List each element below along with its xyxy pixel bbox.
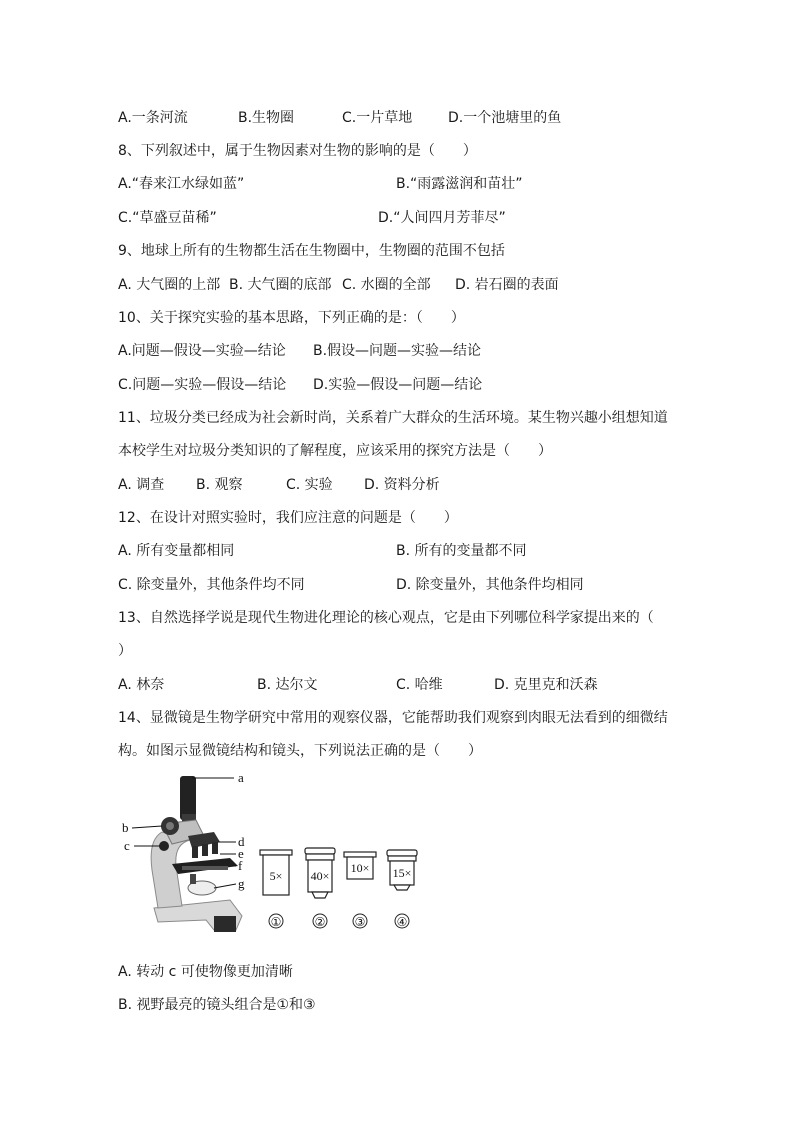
q14-stem-line2: 构。如图示显微镜结构和镜头，下列说法正确的是（ ） xyxy=(118,743,482,759)
q13-option-b: B. 达尔文 xyxy=(257,677,318,693)
q11-option-a: A. 调查 xyxy=(118,477,165,493)
label-a: a xyxy=(238,770,244,785)
q9-option-d: D. 岩石圈的表面 xyxy=(455,277,559,293)
q8-option-d: D.“人间四月芳菲尽” xyxy=(378,210,506,226)
q13-stem-line2: ） xyxy=(118,643,132,659)
q10-option-d: D.实验—假设—问题—结论 xyxy=(313,377,483,393)
q9-option-c: C. 水圈的全部 xyxy=(342,277,431,293)
q9-option-a: A. 大气圈的上部 xyxy=(118,277,221,293)
q11-option-b: B. 观察 xyxy=(196,477,243,493)
lens-1-number: ① xyxy=(270,915,282,929)
lens-2 xyxy=(305,848,335,929)
lens-1-mag: 5× xyxy=(269,869,283,883)
label-f: f xyxy=(238,858,243,873)
lens-2-mag: 40× xyxy=(310,869,330,883)
q13-option-c: C. 哈维 xyxy=(396,677,443,693)
q12-option-c: C. 除变量外，其他条件均不同 xyxy=(118,577,305,593)
label-d: d xyxy=(238,834,245,849)
lens-4-mag: 15× xyxy=(392,866,412,880)
q12-option-b: B. 所有的变量都不同 xyxy=(396,543,527,559)
label-e: e xyxy=(238,846,244,861)
label-b: b xyxy=(122,820,129,835)
label-g: g xyxy=(238,876,245,891)
q14-option-a: A. 转动 c 可使物像更加清晰 xyxy=(118,964,293,980)
q10-option-b: B.假设—问题—实验—结论 xyxy=(313,343,482,359)
q12-option-d: D. 除变量外，其他条件均相同 xyxy=(396,577,584,593)
lens-2-number: ② xyxy=(314,915,326,929)
q8-stem: 8、下列叙述中，属于生物因素对生物的影响的是（ ） xyxy=(118,143,477,159)
lens-3-number: ③ xyxy=(354,915,366,929)
lens-4-number: ④ xyxy=(396,915,408,929)
q7-option-c: C.一片草地 xyxy=(342,110,413,126)
q11-option-d: D. 资料分析 xyxy=(364,477,440,493)
microscope-figure xyxy=(118,770,428,940)
q10-stem: 10、关于探究实验的基本思路，下列正确的是：（ ） xyxy=(118,310,465,326)
lens-3-mag: 10× xyxy=(350,861,370,875)
q9-stem: 9、地球上所有的生物都生活在生物圈中，生物圈的范围不包括 xyxy=(118,243,505,259)
q7-option-b: B.生物圈 xyxy=(238,110,295,126)
q8-option-a: A.“春来江水绿如蓝” xyxy=(118,176,245,192)
q10-option-c: C.问题—实验—假设—结论 xyxy=(118,377,287,393)
lens-3 xyxy=(344,852,376,929)
q11-stem-line1: 11、垃圾分类已经成为社会新时尚，关系着广大群众的生活环境。某生物兴趣小组想知道 xyxy=(118,410,668,426)
q7-option-a: A.一条河流 xyxy=(118,110,188,126)
lens-4 xyxy=(387,850,417,929)
q13-option-a: A. 林奈 xyxy=(118,677,165,693)
q7-option-d: D.一个池塘里的鱼 xyxy=(448,110,562,126)
q14-stem-line1: 14、显微镜是生物学研究中常用的观察仪器，它能帮助我们观察到肉眼无法看到的细微结 xyxy=(118,710,668,726)
q11-stem-line2: 本校学生对垃圾分类知识的了解程度，应该采用的探究方法是（ ） xyxy=(118,443,552,459)
q8-option-b: B.“雨露滋润和苗壮” xyxy=(396,176,523,192)
label-c: c xyxy=(124,838,130,853)
q9-option-b: B. 大气圈的底部 xyxy=(229,277,332,293)
q11-option-c: C. 实验 xyxy=(286,477,333,493)
q13-option-d: D. 克里克和沃森 xyxy=(494,677,598,693)
q8-option-c: C.“草盛豆苗稀” xyxy=(118,210,217,226)
lens-1 xyxy=(260,850,292,929)
q13-stem-line1: 13、自然选择学说是现代生物进化理论的核心观点，它是由下列哪位科学家提出来的（ xyxy=(118,610,654,626)
q12-option-a: A. 所有变量都相同 xyxy=(118,543,235,559)
q10-option-a: A.问题—假设—实验—结论 xyxy=(118,343,286,359)
q14-option-b: B. 视野最亮的镜头组合是①和③ xyxy=(118,997,316,1013)
q12-stem: 12、在设计对照实验时，我们应注意的问题是（ ） xyxy=(118,510,458,526)
